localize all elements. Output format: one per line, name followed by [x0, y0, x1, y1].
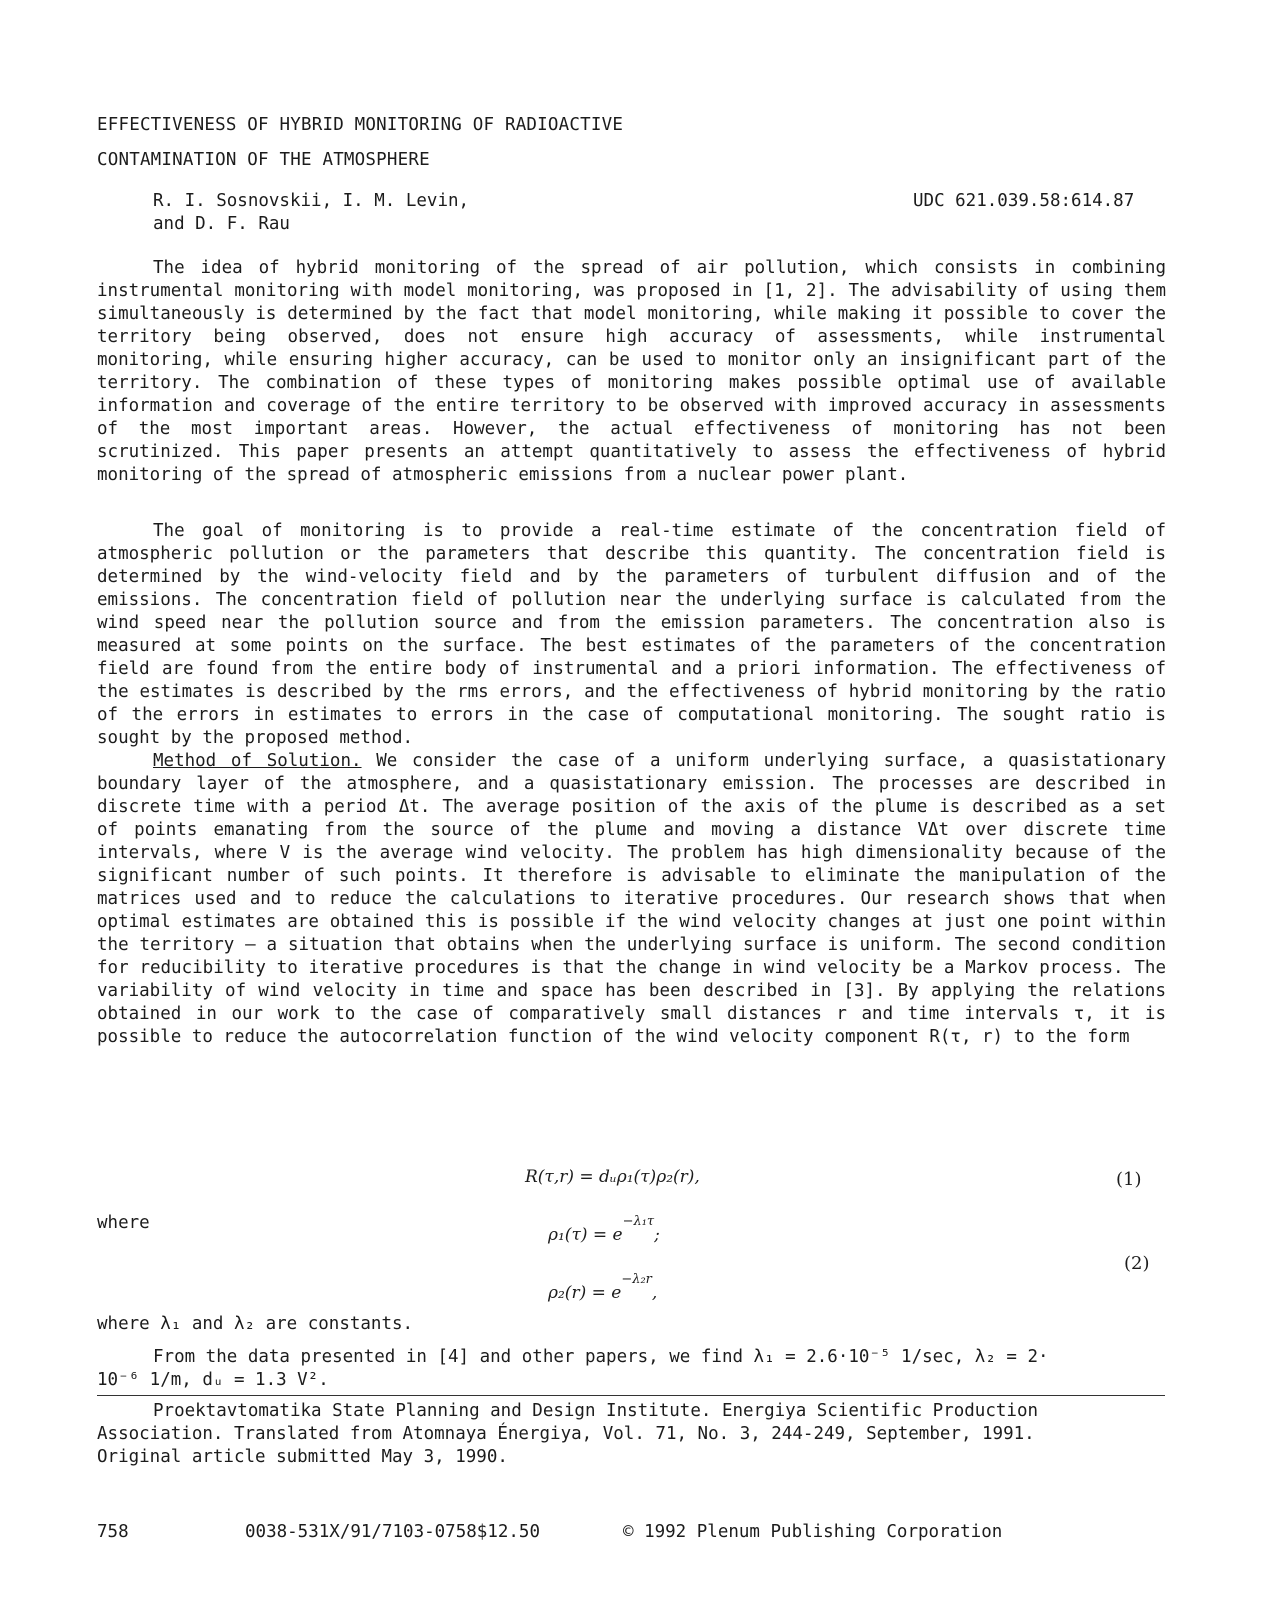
article-code: 0038-531X/91/7103-0758$12.50: [245, 1522, 541, 1542]
footnote-line-1: Proektavtomatika State Planning and Design Institute. Energiya Scientific Production: [153, 1401, 1039, 1421]
page-number: 758: [97, 1522, 129, 1542]
footnote-line-2: Association. Translated from Atomnaya Énergiya, Vol. 71, No. 3, 244-249, September, 1991.: [97, 1424, 1035, 1444]
paragraph-intro-text: The idea of hybrid monitoring of the spread of air pollution, which consists in combining instrumental monitoring with model monitoring, was proposed in [1, 2]. The advisability of using them simultaneously is determined by the fact that model monitoring, while making it possible to cover the territory being observed, does not ensure high accuracy of assessments, while instrumental monitoring, while ensuring higher accuracy, can be used to monitor only an insignificant part of the territory. The combination of these types of monitoring makes possible optimal use of available information and coverage of the entire territory to be observed with improved accuracy in assessments of the most important areas. However, the actual effectiveness of monitoring has not been scrutinized. This paper presents an attempt quantitatively to assess the effectiveness of hybrid monitoring of the spread of atmospheric emissions from a nuclear power plant.: [97, 258, 1166, 485]
authors-line-1: R. I. Sosnovskii, I. M. Levin,: [153, 191, 470, 211]
equation-2-number: (2): [1124, 1253, 1150, 1274]
equation-2a-tail: ;: [654, 1225, 660, 1245]
paragraph-intro: [97, 257, 1166, 487]
title-line-1: EFFECTIVENESS OF HYBRID MONITORING OF RADIOACTIVE: [97, 115, 624, 135]
equation-2a-lhs: ρ₁(τ) = e: [548, 1225, 623, 1245]
paragraph-goal-text: The goal of monitoring is to provide a real-time estimate of the concentration field of atmospheric pollution or the parameters that describe this quantity. The concentration field is determined by the wind-velocity field and by the parameters of turbulent diffusion and of the emissions. The concentration field of pollution near the underlying surface is calculated from the wind speed near the pollution source and from the emission parameters. The concentration also is measured at some points on the surface. The best estimates of the parameters of the concentration field are found from the entire body of instrumental and a priori information. The effectiveness of the estimates is described by the rms errors, and the effectiveness of hybrid monitoring by the ratio of the errors in estimates to errors in the case of computational monitoring. The sought ratio is sought by the proposed method.: [97, 521, 1166, 748]
equation-2b-exponent: −λ₂r: [621, 1272, 652, 1287]
footnote-divider: [97, 1395, 1165, 1396]
paragraph-method-text: We consider the case of a uniform underlying surface, a quasistationary boundary layer of the atmosphere, and a quasistationary emission. The processes are described in discrete time with a period Δt. The average position of the axis of the plume is described as a set of points emanating from the source of the plume and moving a distance VΔt over discrete time intervals, where V is the average wind velocity. The problem has high dimensionality because of the significant number of such points. It therefore is advisable to eliminate the manipulation of the matrices used and to reduce the calculations to iterative procedures. Our research shows that when optimal estimates are obtained this is possible if the wind velocity changes at just one point within the territory — a situation that obtains when the underlying surface is uniform. The second condition for reducibility to iterative procedures is that the change in wind velocity be a Markov process. The variability of wind velocity in time and space has been described in [3]. By applying the relations obtained in our work to the case of comparatively small distances r and time intervals τ, it is possible to reduce the autocorrelation function of the wind velocity component R(τ, r) to the form: [97, 751, 1166, 1047]
footnote-line-3: Original article submitted May 3, 1990.: [97, 1447, 508, 1467]
authors-line-2: and D. F. Rau: [153, 214, 290, 234]
footnote: [97, 1400, 1166, 1469]
where-label: where: [97, 1213, 150, 1233]
paragraph-data-line-1: From the data presented in [4] and other papers, we find λ₁ = 2.6·10⁻⁵ 1/sec, λ₂ = 2·: [153, 1347, 1049, 1367]
equation-2b-tail: ,: [651, 1283, 658, 1303]
authors: [153, 190, 753, 236]
section-heading: Method of Solution.: [153, 751, 362, 771]
equation-1: R(τ,r) = dᵤρ₁(τ)ρ₂(r),: [525, 1167, 700, 1187]
equation-2a-exponent: −λ₁τ: [622, 1214, 655, 1229]
article-title: [97, 108, 997, 178]
equation-1-number: (1): [1116, 1169, 1142, 1190]
paragraph-method: [97, 750, 1166, 1049]
paragraph-goal: [97, 520, 1166, 750]
equation-2b-lhs: ρ₂(r) = e: [548, 1283, 622, 1303]
title-line-2: CONTAMINATION OF THE ATMOSPHERE: [97, 150, 430, 170]
constants-note: where λ₁ and λ₂ are constants.: [97, 1314, 414, 1334]
paragraph-data: [97, 1346, 1166, 1392]
udc-code: UDC 621.039.58:614.87: [913, 191, 1135, 211]
paragraph-data-line-2: 10⁻⁶ 1/m, dᵤ = 1.3 V².: [97, 1370, 329, 1390]
copyright: © 1992 Plenum Publishing Corporation: [623, 1522, 1003, 1542]
